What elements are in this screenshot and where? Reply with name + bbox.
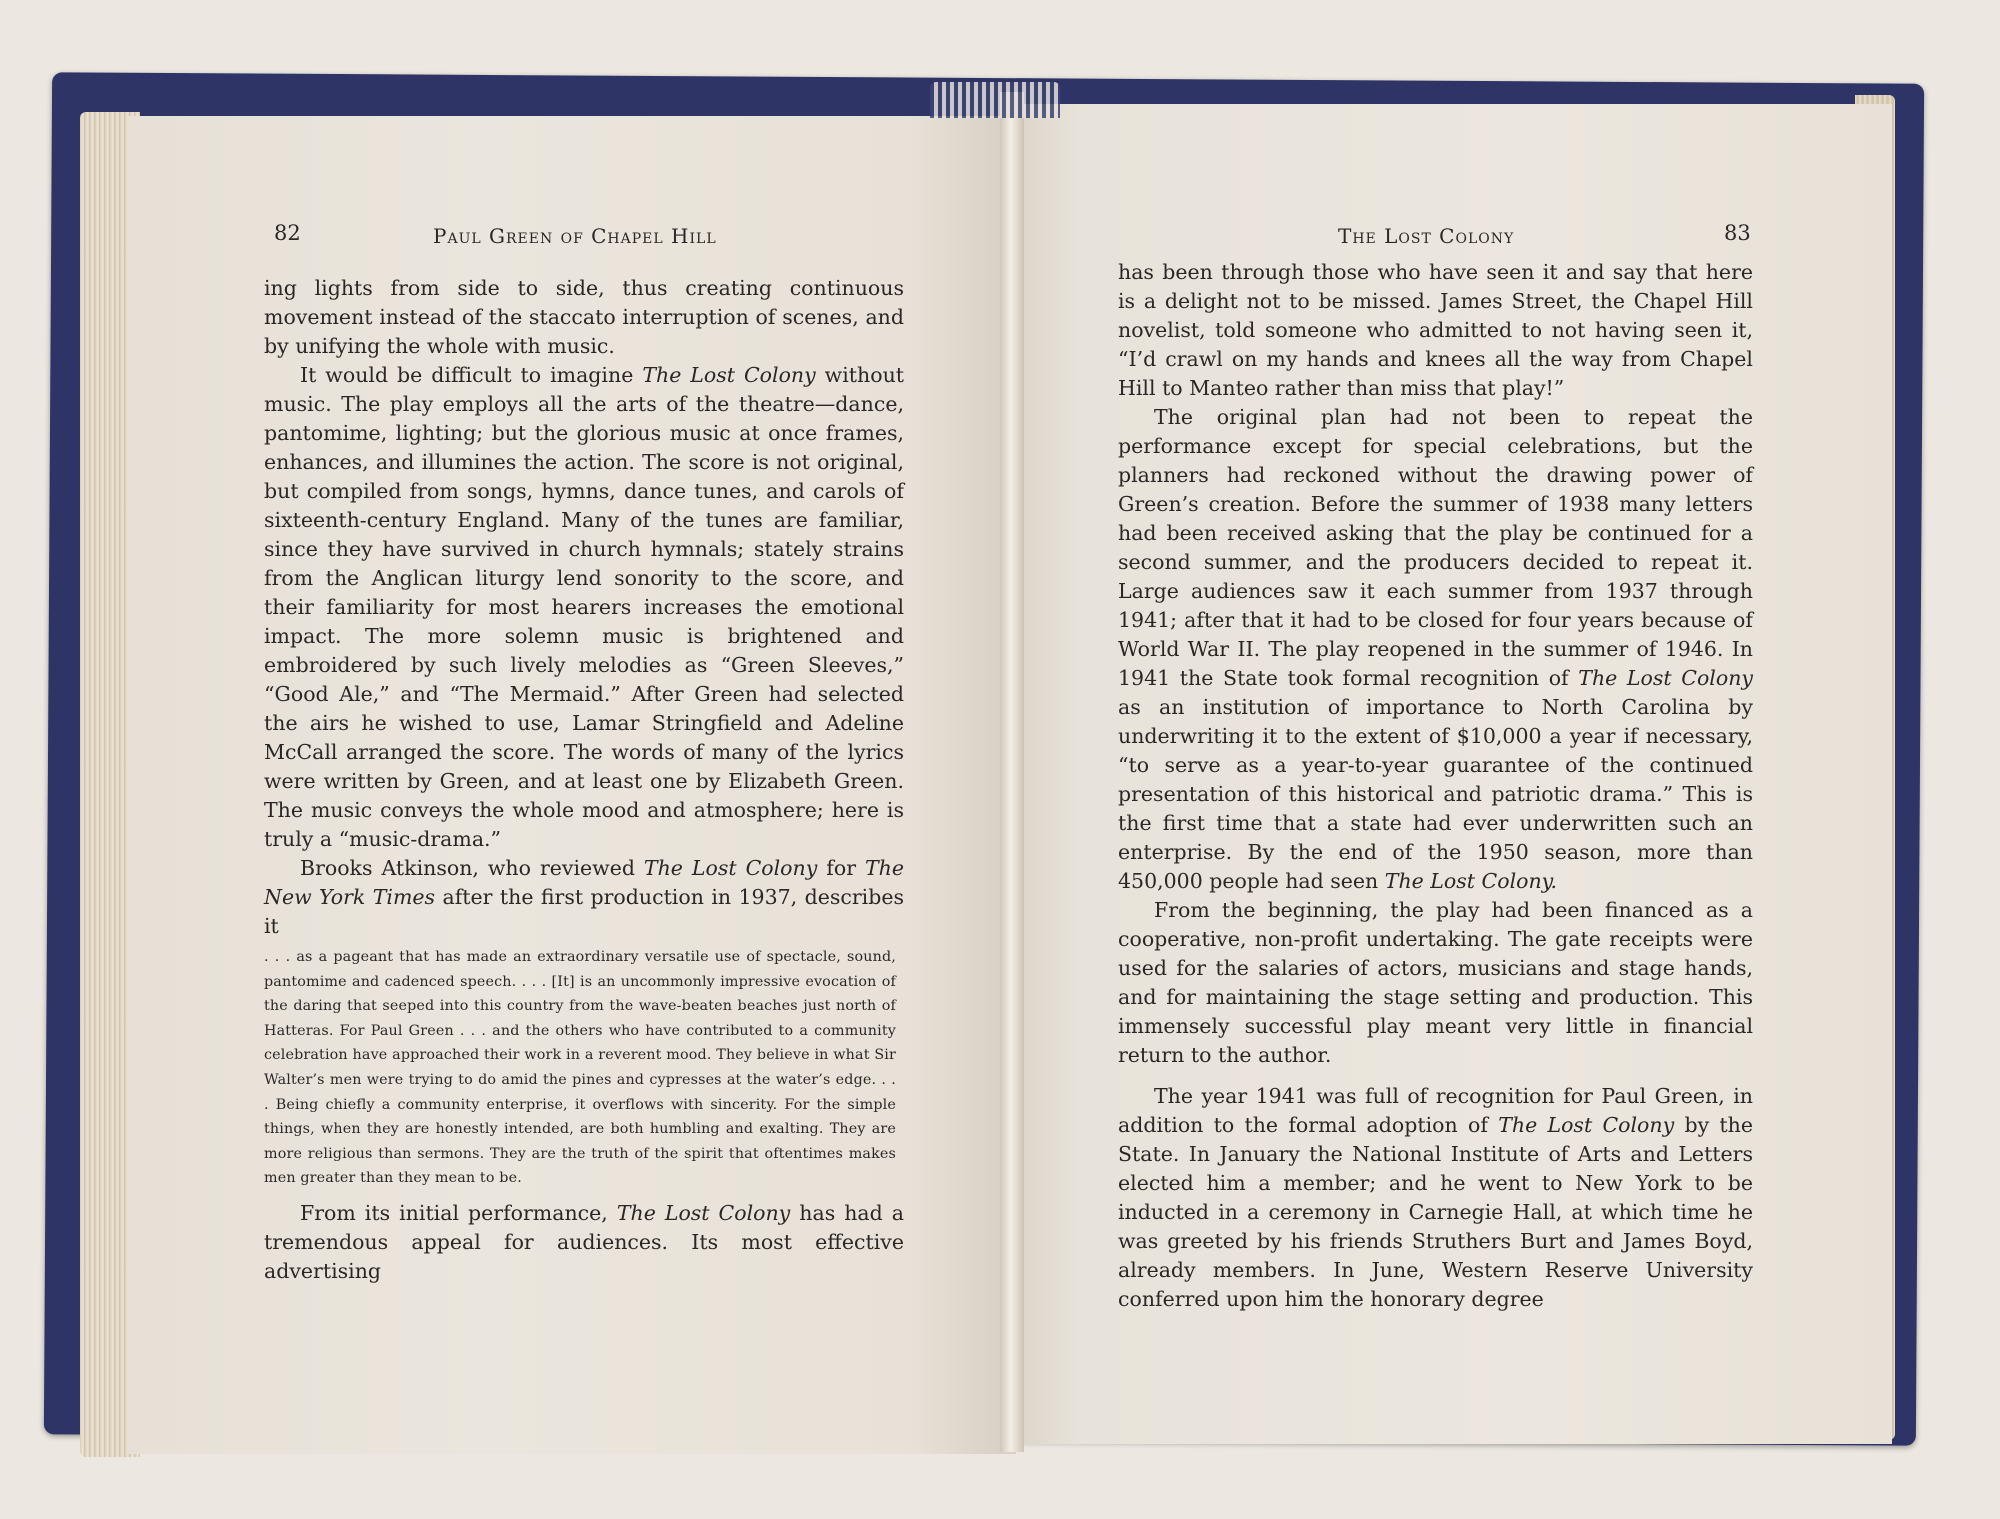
running-head-right: The Lost Colony xyxy=(1338,224,1515,248)
book-gutter xyxy=(1000,92,1024,1452)
book-title: The Lost Colony xyxy=(1578,666,1753,690)
page-number-right: 83 xyxy=(1724,221,1751,245)
left-paragraph-4: From its initial performance, The Lost Colony has had a tremendous appeal for audiences. Its most effective advertising xyxy=(264,1200,904,1283)
block-quote xyxy=(264,945,896,1191)
quote-text: . . . as a pageant that has made an extraordinary versatile use of spectacle, sound, pantomime and cadenced speech. . . . [It] is an uncommonly impressive evocation of the daring that seeped into this country from the wave-beaten beaches just north of Hatteras. For Paul Green . . . and the others who have contributed to a community celebration have approached their work in a reverent mood. They believe in what Sir Walter’s men were trying to do amid the pines and cypresses at the water’s edge. . . . Being chiefly a community enterprise, it overflows with sincerity. For the simple things, when they are honestly intended, are both humbling and exalting. They are more religious than sermons. They are the truth of the spirit that oftentimes makes men greater than they mean to be. xyxy=(264,949,896,1187)
book-title: The Lost Colony xyxy=(616,1200,791,1225)
right-paragraph-4: The year 1941 was full of recognition for Paul Green, in addition to the formal adoption of The Lost Colony by the State. In January the National Institute of Arts and Letters elected him a member; and he went to New York to be inducted in a ceremony in Carnegie Hall, at which time he was greeted by his friends Struthers Burt and James Boyd, already members. In June, Western Reserve University conferred upon him the honorary degree xyxy=(1118,1084,1753,1311)
left-paragraph-3: Brooks Atkinson, who reviewed The Lost Colony for The New York Times after the first production in 1937, describes it xyxy=(264,856,904,938)
spine-binding xyxy=(930,82,1060,118)
right-paragraph-3: From the beginning, the play had been financed as a cooperative, non-profit undertaking. The gate receipts were used for the salaries of actors, musicians and stage hands, and for maintaining the stage setting and production. This immensely successful play meant very little in financial return to the author. xyxy=(1118,898,1753,1067)
newspaper-title: The New York Times xyxy=(264,856,904,909)
book-title: The Lost Colony xyxy=(643,856,818,880)
right-page xyxy=(1008,104,1892,1444)
right-paragraph-1: has been through those who have seen it and say that here is a delight not to be missed. James Street, the Chapel Hill novelist, told someone who admitted to not having seen it, “I’d crawl on my hands and knees all the way from Chapel Hill to Manteo rather than miss that play!” xyxy=(1118,260,1753,400)
book-title: The Lost Colony. xyxy=(1384,869,1558,893)
left-text-block xyxy=(264,274,904,1286)
page-number-left: 82 xyxy=(274,221,301,245)
book-title: The Lost Colony xyxy=(642,363,816,387)
left-paragraph-1: ing lights from side to side, thus creating continuous movement instead of the staccato interruption of scenes, and by unifying the whole with music. xyxy=(264,276,904,358)
right-text-block xyxy=(1118,258,1753,1314)
left-paragraph-2: It would be difficult to imagine The Lost Colony without music. The play employs all the arts of the theatre—dance, pantomime, lighting; but the glorious music at once frames, enhances, and illumines the action. The score is not original, but compiled from songs, hymns, dance tunes, and carols of sixteenth-century England. Many of the tunes are familiar, since they have survived in church hymnals; stately strains from the Anglican liturgy lend sonority to the score, and their familiarity for most hearers increases the emotional impact. The more solemn music is brightened and embroidered by such lively melodies as “Green Sleeves,” “Good Ale,” and “The Mermaid.” After Green had selected the airs he wished to use, Lamar Stringfield and Adeline McCall arranged the score. The words of many of the lyrics were written by Green, and at least one by Elizabeth Green. The music conveys the whole mood and atmosphere; here is truly a “music-drama.” xyxy=(264,363,905,851)
running-head-left: Paul Green of Chapel Hill xyxy=(433,224,717,248)
left-page xyxy=(128,116,1016,1454)
book-title: The Lost Colony xyxy=(1498,1113,1675,1137)
right-paragraph-2: The original plan had not been to repeat the performance except for special celebrations, but the planners had reckoned without the drawing power of Green’s creation. Before the summer of 1938 many letters had been received asking that the play be continued for a second summer, and the producers decided to repeat it. Large audiences saw it each summer from 1937 through 1941; after that it had to be closed for four years because of World War II. The play reopened in the summer of 1946. In 1941 the State took formal recognition of The Lost Colony as an institution of importance to North Carolina by underwriting it to the extent of $10,000 a year if necessary, “to serve as a year-to-year guarantee of the continued presentation of this historical and patriotic drama.” This is the first time that a state had ever underwritten such an enterprise. By the end of the 1950 season, more than 450,000 people had seen The Lost Colony. xyxy=(1118,405,1753,893)
